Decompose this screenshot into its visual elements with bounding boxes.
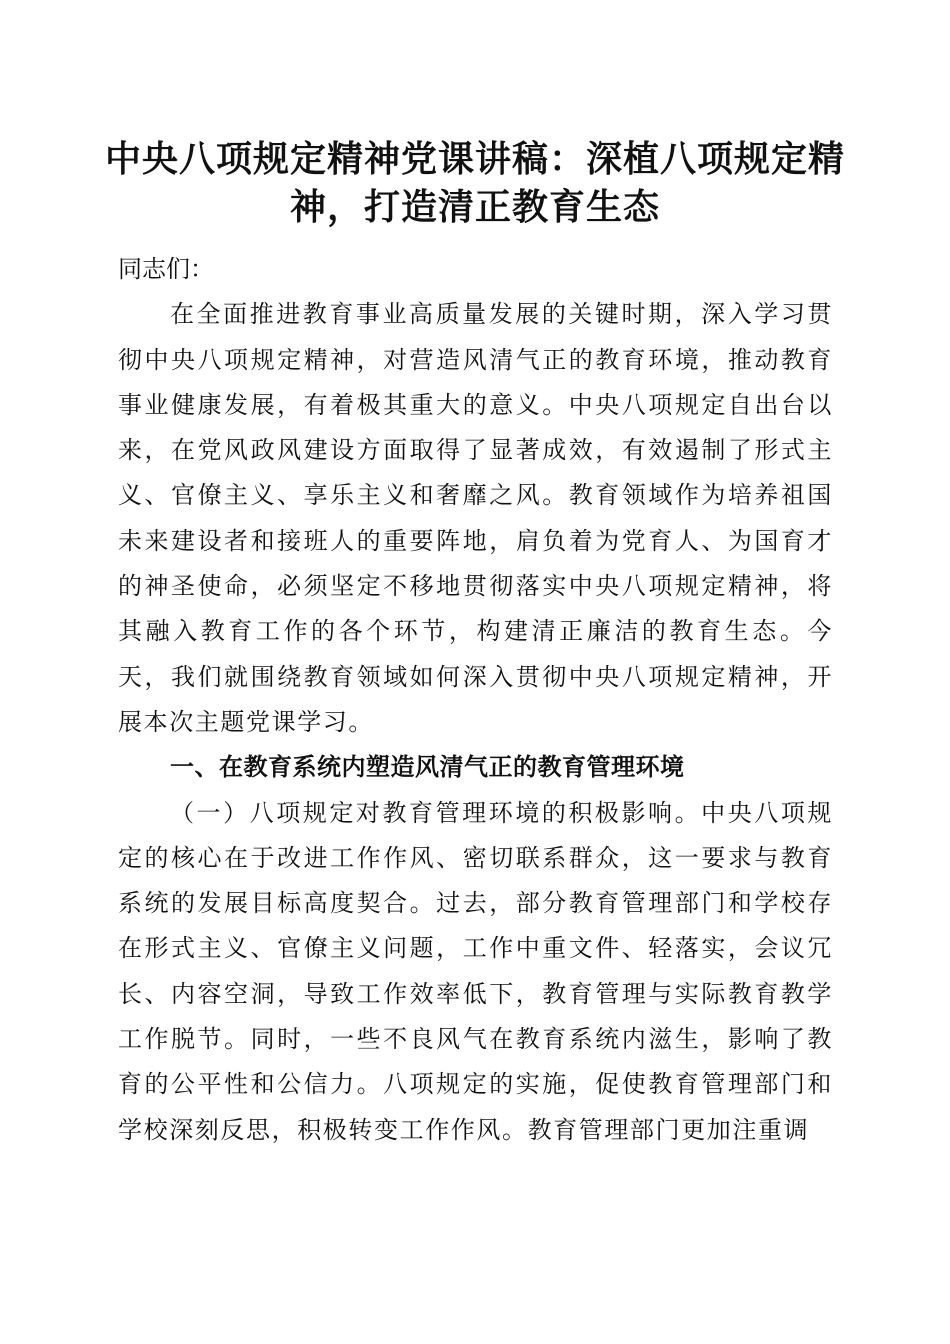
intro-paragraph: 在全面推进教育事业高质量发展的关键时期，深入学习贯彻中央八项规定精神，对营造风清气正的教育环境，推动教育事业健康发展，有着极其重大的意义。中央八项规定自出台以来，在党风政风建设方面取得了显著成效，有效遏制了形式主义、官僚主义、享乐主义和奢靡之风。教育领域作为培养祖国未来建设者和接班人的重要阵地，肩负着为党育人、为国育才的神圣使命，必须坚定不移地贯彻落实中央八项规定精神，将其融入教育工作的各个环节，构建清正廉洁的教育生态。今天，我们就围绕教育领域如何深入贯彻中央八项规定精神，开展本次主题党课学习。 [118,300,833,736]
document-body [118,247,833,1153]
subsection-paragraph-1 [118,791,833,1153]
salutation: 同志们： [118,255,214,283]
subsection-lead-1: （一）八项规定对教育管理环境的积极影响。 [170,798,702,827]
section-heading-1: 一、在教育系统内塑造风清气正的教育管理环境 [170,753,685,782]
document-title: 中央八项规定精神党课讲稿：深植八项规定精神，打造清正教育生态 [104,138,845,228]
subsection-text-1: 中央八项规定的核心在于改进工作作风、密切联系群众，这一要求与教育系统的发展目标高度契合。过去，部分教育管理部门和学校存在形式主义、官僚主义问题，工作中重文件、轻落实，会议冗长、内容空洞，导致工作效率低下，教育管理与实际教育教学工作脱节。同时，一些不良风气在教育系统内滋生，影响了教育的公平性和公信力。八项规定的实施，促使教育管理部门和学校深刻反思，积极转变工作作风。教育管理部门更加注重调 [118,798,834,1144]
